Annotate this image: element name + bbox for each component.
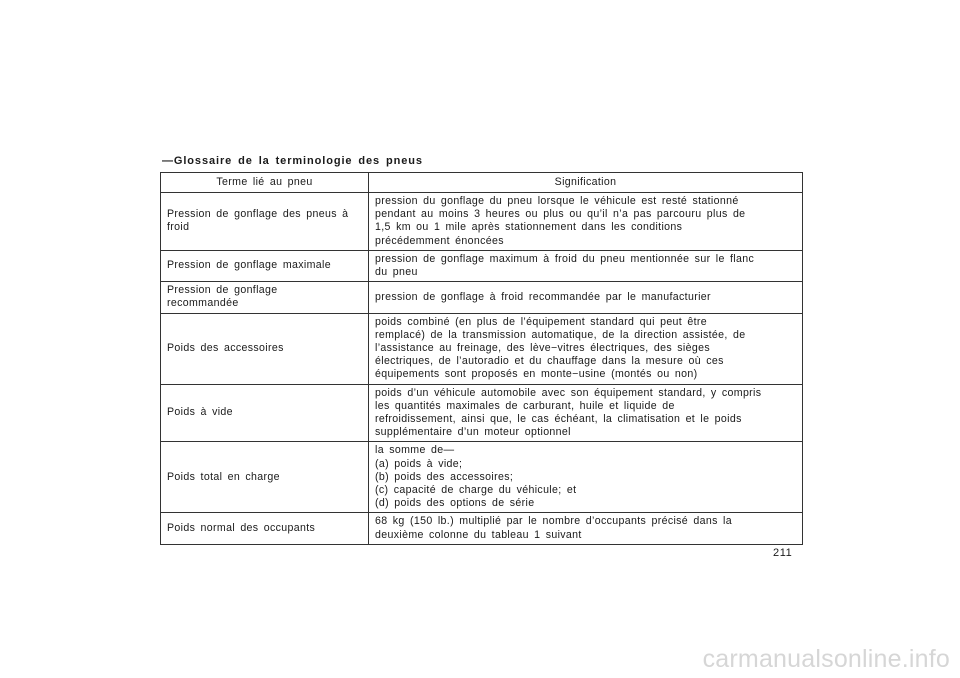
meaning-line: 1,5 km ou 1 mile après stationnement dans les conditions (375, 221, 683, 234)
meaning-line: remplacé) de la transmission automatique, de la direction assistée, de (375, 328, 746, 341)
glossary-table (160, 172, 803, 545)
meaning-line: (c) capacité de charge du véhicule; et (375, 484, 577, 497)
meaning-line: poids d’un véhicule automobile avec son équipement standard, y compris (375, 386, 762, 399)
column-header-meaning: Signification (369, 173, 803, 193)
meaning-cell (369, 193, 803, 251)
meaning-line: pression de gonflage à froid recommandée par le manufacturier (375, 290, 711, 303)
meaning-line: pression de gonflage maximum à froid du pneu mentionnée sur le flanc (375, 252, 755, 265)
term-line: Pression de gonflage (167, 284, 278, 297)
term-cell (161, 384, 369, 442)
meaning-line: deuxième colonne du tableau 1 suivant (375, 528, 582, 541)
meaning-line: pression du gonflage du pneu lorsque le véhicule est resté stationné (375, 195, 739, 207)
term-line: Poids total en charge (167, 470, 280, 483)
meaning-cell (369, 313, 803, 384)
meaning-cell (369, 282, 803, 313)
table-row (161, 282, 803, 313)
meaning-line: du pneu (375, 266, 418, 279)
section-title: —Glossaire de la terminologie des pneus (162, 155, 423, 167)
table-header-row (161, 173, 803, 193)
term-cell (161, 313, 369, 384)
term-cell (161, 193, 369, 251)
meaning-line: (d) poids des options de série (375, 497, 535, 510)
table-row (161, 193, 803, 251)
term-line: Poids normal des occupants (167, 522, 316, 535)
table-row (161, 250, 803, 281)
term-cell (161, 282, 369, 313)
term-line: Poids des accessoires (167, 342, 284, 355)
meaning-line: équipements sont proposés en monte−usine (montés ou non) (375, 368, 698, 381)
term-line: Pression de gonflage maximale (167, 259, 331, 272)
glossary-body (161, 193, 803, 545)
term-line: Poids à vide (167, 406, 233, 419)
watermark: carmanualsonline.info (702, 645, 950, 673)
table-row (161, 442, 803, 513)
meaning-cell (369, 442, 803, 513)
meaning-line: pendant au moins 3 heures ou plus ou qu’il n’a pas parcouru plus de (375, 208, 746, 221)
meaning-cell (369, 513, 803, 544)
page-number: 211 (773, 547, 793, 559)
meaning-line: refroidissement, ainsi que, le cas échéant, la climatisation et le poids (375, 413, 742, 426)
meaning-line: les quantités maximales de carburant, huile et liquide de (375, 399, 675, 412)
table-row (161, 513, 803, 544)
meaning-line: l’assistance au freinage, des lève−vitres électriques, des sièges (375, 342, 711, 355)
meaning-line: (a) poids à vide; (375, 457, 463, 470)
term-cell (161, 442, 369, 513)
meaning-line: 68 kg (150 lb.) multiplié par le nombre d’occupants précisé dans la (375, 515, 732, 528)
column-header-term: Terme lié au pneu (161, 173, 369, 193)
meaning-line: précédemment énoncées (375, 234, 504, 247)
table-row (161, 313, 803, 384)
meaning-line: (b) poids des accessoires; (375, 470, 514, 483)
meaning-cell (369, 384, 803, 442)
meaning-line: électriques, de l’autoradio et du chauffage dans la mesure où ces (375, 355, 724, 368)
meaning-cell (369, 250, 803, 281)
term-line: recommandée (167, 297, 239, 310)
meaning-line: poids combiné (en plus de l’équipement standard qui peut être (375, 315, 708, 328)
term-line: Pression de gonflage des pneus à (167, 208, 349, 221)
term-line: froid (167, 221, 190, 234)
term-cell (161, 513, 369, 544)
meaning-line: supplémentaire d’un moteur optionnel (375, 426, 571, 439)
term-cell (161, 250, 369, 281)
meaning-line: la somme de— (375, 444, 455, 457)
table-row (161, 384, 803, 442)
